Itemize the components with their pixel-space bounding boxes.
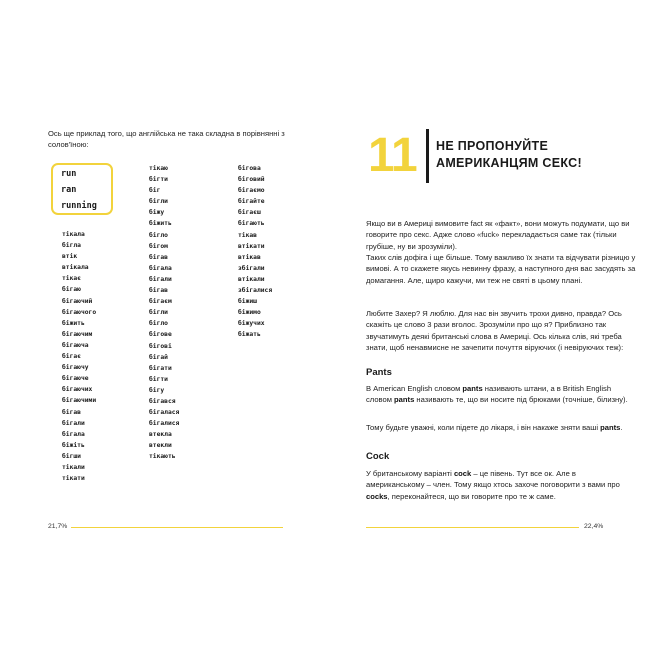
word-form: збігалися xyxy=(238,287,273,295)
left-page-number: 21,7% xyxy=(48,523,68,530)
word-form: бігаєш xyxy=(238,209,261,217)
word-form: бігло xyxy=(149,231,168,239)
chapter-number: 11 xyxy=(368,129,417,182)
word-form: бігалися xyxy=(149,420,180,428)
word-form: бігаючого xyxy=(62,308,97,316)
intro-text: Ось ще приклад того, що англійська не така складна в порівнянні з солов'їною: xyxy=(48,129,285,149)
paragraph-pants-2 xyxy=(366,422,636,433)
word-form: бігове xyxy=(149,331,172,339)
word-form: біжить xyxy=(149,220,172,228)
word-form: бігові xyxy=(149,342,172,350)
word-form: бігаючим xyxy=(62,330,93,338)
word-form: бігалася xyxy=(149,409,180,417)
word-form: бігали xyxy=(149,275,172,283)
word-form: бігши xyxy=(62,452,81,460)
word-form: втікали xyxy=(238,275,265,283)
word-form: тікала xyxy=(62,231,85,238)
ukrainian-forms-column-2 xyxy=(149,163,179,463)
word-form: бігаючий xyxy=(62,297,93,305)
word-form: бігай xyxy=(149,353,168,361)
word-form: тікав xyxy=(238,231,257,239)
text-span: У британському варіанті xyxy=(366,469,454,478)
chapter-divider xyxy=(426,129,429,183)
word-form: тікають xyxy=(149,453,176,461)
word-form: бігти xyxy=(149,176,168,184)
word-form: бігав xyxy=(149,253,168,261)
word-form: втекла xyxy=(149,431,172,439)
english-forms-box xyxy=(51,163,113,215)
text-span: називають те, що ви носите під брюками (точніше, білизну). xyxy=(414,395,628,405)
word-form: бігають xyxy=(238,220,265,228)
right-page-number: 22,4% xyxy=(584,523,604,530)
ukrainian-forms-column-3 xyxy=(238,163,272,341)
bold-term: cocks xyxy=(366,491,388,501)
bold-term: pants xyxy=(462,384,483,393)
english-form-ran: ran xyxy=(61,185,77,195)
word-form: тікаю xyxy=(149,165,168,172)
word-form: біжіть xyxy=(62,441,85,449)
word-form: бігаюче xyxy=(62,375,89,383)
word-form: біжать xyxy=(238,331,261,339)
bold-term: pants xyxy=(600,423,621,432)
word-form: бігаюча xyxy=(62,341,89,349)
word-form: біжучих xyxy=(238,320,265,328)
word-form: бігли xyxy=(149,198,168,206)
word-form: збігали xyxy=(238,264,265,272)
text-span: . xyxy=(620,423,623,432)
word-form: біжить xyxy=(62,319,85,327)
word-form: бігаю xyxy=(62,286,81,294)
word-form: бігаючими xyxy=(62,397,97,405)
word-form: тікати xyxy=(62,475,85,483)
paragraph-cock xyxy=(366,468,636,502)
word-form: втекли xyxy=(149,442,172,450)
word-form: бігала xyxy=(149,264,172,272)
word-form: бігав xyxy=(62,408,81,416)
word-form: бігло xyxy=(149,320,168,328)
english-form-running: running xyxy=(61,201,97,211)
word-form: бігу xyxy=(149,386,165,394)
word-form: втікала xyxy=(62,264,89,272)
text-span: – це півень. Тут все ок. Але в американському – член. Тому якщо хтось захоче поговорити з вами про xyxy=(366,469,620,490)
word-form: бігаючих xyxy=(62,386,93,394)
chapter-title: НЕ ПРОПОНУЙТЕ АМЕРИКАНЦЯМ СЕКС! xyxy=(436,139,582,170)
word-form: бігаєм xyxy=(149,298,172,306)
word-form: біжиш xyxy=(238,298,257,306)
word-form: бігаємо xyxy=(238,187,265,195)
word-form: бігом xyxy=(149,242,168,250)
word-form: бігали xyxy=(62,419,85,427)
paragraph-1: Якщо ви в Америці вимовите fact як «факт», вони можуть подумати, що ви говорите про секс. Адже слово «fuck» перекладається саме так (тільки грубіше, ну ви зрозуміли). xyxy=(366,219,630,251)
text-span: називають штани, а в British English словом xyxy=(366,384,612,405)
bold-term: cock xyxy=(453,469,472,478)
word-form: бігався xyxy=(149,397,176,405)
word-form: бігли xyxy=(149,309,168,317)
right-page xyxy=(325,0,650,650)
paragraph-3: Любите Захер? Я люблю. Для нас він звучить трохи дивно, правда? Ось скажіть це слово 3 рази вголос. Зрозуміли про що я? Приблизно так звучатимуть деякі британські слова в Америці. Ось кілька слів, які треба знати, щоб ненавмисне не зачепити почуття віруючих (і невіруючих теж): xyxy=(366,309,624,352)
word-form: біговий xyxy=(238,176,265,184)
word-form: бігова xyxy=(238,165,261,172)
word-form: тікає xyxy=(62,275,81,283)
word-form: втікав xyxy=(238,253,261,261)
word-form: бігла xyxy=(62,242,81,250)
text-span: , переконайтеся, що ви говорите про те ж саме. xyxy=(387,491,556,501)
english-form-run: run xyxy=(61,169,77,179)
bold-term: pants xyxy=(394,395,415,405)
word-form: бігти xyxy=(149,375,168,383)
text-span: Тому будьте уважні, коли підете до лікаря, і він накаже зняти ваші xyxy=(366,423,601,432)
word-form: біг xyxy=(149,187,161,195)
word-form: втікати xyxy=(238,242,265,250)
ukrainian-forms-column-1 xyxy=(62,229,96,484)
left-footer-rule xyxy=(71,527,283,528)
paragraph-pants-1 xyxy=(366,383,636,406)
word-form: біжу xyxy=(149,209,165,217)
word-form: втік xyxy=(62,253,78,261)
paragraph-2: Таких слів дофіга і ще більше. Тому важливо їх знати та відчувати різницю у вимові. А то скажете якусь невинну фразу, а наступного дня вас засудять за домагання. Але, щиро кажучи, ми теж не святі в цьому плані. xyxy=(366,253,636,285)
word-form: бігайте xyxy=(238,198,265,206)
word-form: тікали xyxy=(62,463,85,471)
right-footer-rule xyxy=(366,527,579,528)
cock-heading: Cock xyxy=(366,451,390,462)
word-form: біжимо xyxy=(238,309,261,317)
word-form: бігав xyxy=(149,287,168,295)
word-form: бігала xyxy=(62,430,85,438)
text-span: В American English словом xyxy=(366,384,463,393)
word-form: бігає xyxy=(62,353,81,361)
pants-heading: Pants xyxy=(366,367,392,378)
word-form: бігати xyxy=(149,364,172,372)
word-form: бігаючу xyxy=(62,364,89,372)
